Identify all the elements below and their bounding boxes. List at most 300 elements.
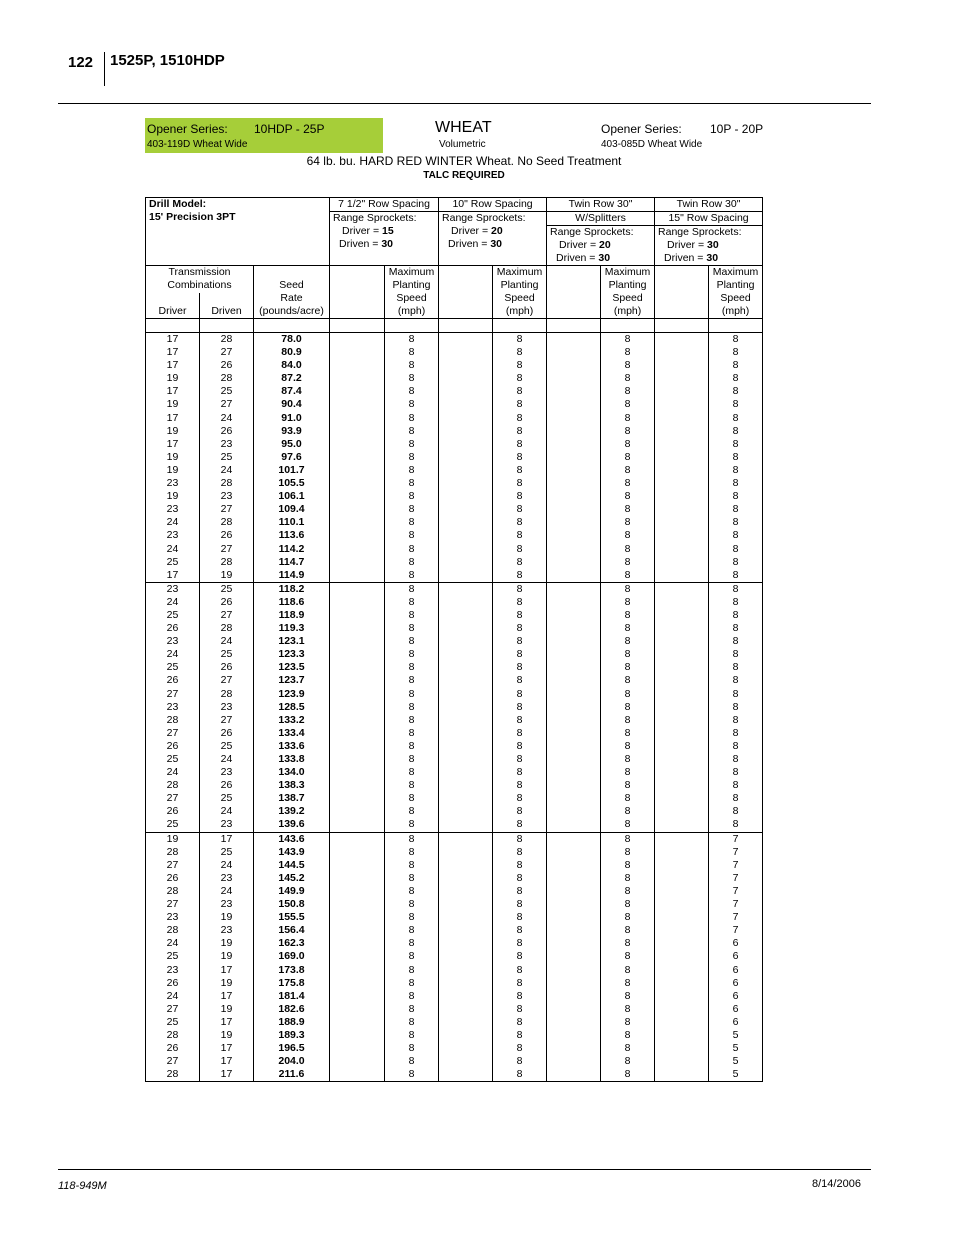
driven-label: Driven =	[448, 238, 491, 250]
driven-cell: 26	[200, 425, 254, 438]
driven-cell: 27	[200, 503, 254, 516]
speed-cell: 8	[385, 398, 439, 411]
blank-cell	[330, 766, 385, 779]
blank-cell	[547, 990, 601, 1003]
blank-cell	[655, 740, 709, 753]
seed-rate-cell: 90.4	[254, 398, 330, 411]
speed-cell: 8	[601, 529, 655, 542]
driver-cell: 28	[146, 846, 200, 859]
driver-cell: 24	[146, 766, 200, 779]
speed-cell: 8	[493, 1016, 547, 1029]
blank-cell	[655, 779, 709, 792]
speed-cell: 8	[493, 885, 547, 898]
spacer-cell	[439, 319, 493, 333]
speed-cell: 8	[601, 635, 655, 648]
seed-rate-cell: 123.1	[254, 635, 330, 648]
blank-cell	[547, 609, 601, 622]
table-row	[146, 661, 763, 674]
table-row	[146, 609, 763, 622]
range-label: Range Sprockets:	[333, 212, 417, 224]
blank-cell	[330, 451, 385, 464]
blank-cell	[655, 556, 709, 569]
speed-cell: 8	[493, 1068, 547, 1082]
seed-rate-cell: 169.0	[254, 950, 330, 963]
blank-cell	[655, 937, 709, 950]
speed-cell: 8	[709, 372, 763, 385]
table-row	[146, 1016, 763, 1029]
speed-cell: 8	[601, 1016, 655, 1029]
blank-cell	[330, 425, 385, 438]
transmission-label-1: Transmission	[168, 266, 231, 278]
driven-cell: 17	[200, 832, 254, 846]
speed-cell: 8	[709, 609, 763, 622]
driven-cell: 24	[200, 412, 254, 425]
seed-rate-table	[145, 197, 763, 1082]
speed-cell: 8	[385, 937, 439, 950]
seed-rate-cell: 84.0	[254, 359, 330, 372]
speed-cell: 8	[493, 635, 547, 648]
blank-cell	[655, 1042, 709, 1055]
speed-cell: 8	[493, 569, 547, 583]
seed-rate-cell: 95.0	[254, 438, 330, 451]
driven-cell: 19	[200, 911, 254, 924]
seed-rate-cell: 188.9	[254, 1016, 330, 1029]
blank-cell	[655, 372, 709, 385]
speed-cell: 8	[493, 727, 547, 740]
blank-cell	[439, 898, 493, 911]
driver-cell: 25	[146, 950, 200, 963]
blank-cell	[547, 674, 601, 687]
blank-cell	[330, 582, 385, 596]
blank-cell	[547, 372, 601, 385]
blank-cell	[330, 543, 385, 556]
blank-cell	[547, 898, 601, 911]
driven-cell: 27	[200, 346, 254, 359]
driven-cell: 27	[200, 543, 254, 556]
speed-cell: 7	[709, 911, 763, 924]
blank-cell	[439, 1016, 493, 1029]
seed-label-1: Seed	[279, 279, 304, 291]
table-row	[146, 740, 763, 753]
table-row	[146, 990, 763, 1003]
blank-cell	[547, 529, 601, 542]
blank-cell	[655, 346, 709, 359]
spacing-header-1: 7 1/2" Row Spacing	[330, 198, 439, 212]
blank-cell	[655, 977, 709, 990]
speed-cell: 8	[493, 596, 547, 609]
blank-cell	[655, 688, 709, 701]
blank-cell	[330, 937, 385, 950]
speed-cell: 8	[601, 582, 655, 596]
table-row	[146, 398, 763, 411]
table-row	[146, 569, 763, 583]
seed-rate-cell: 123.7	[254, 674, 330, 687]
driver-cell: 26	[146, 977, 200, 990]
speed-cell: 8	[709, 596, 763, 609]
seed-rate-cell: 118.9	[254, 609, 330, 622]
speed-cell: 8	[493, 701, 547, 714]
blank-cell	[330, 859, 385, 872]
blank-cell	[655, 1016, 709, 1029]
speed-cell: 8	[493, 451, 547, 464]
blank-cell	[547, 937, 601, 950]
blank-cell	[547, 964, 601, 977]
speed-cell: 6	[709, 1016, 763, 1029]
speed-cell: 8	[493, 648, 547, 661]
speed-cell: 7	[709, 832, 763, 846]
driver-cell: 17	[146, 438, 200, 451]
blank-cell	[655, 766, 709, 779]
blank-cell	[655, 333, 709, 347]
table-row	[146, 727, 763, 740]
driven-cell: 27	[200, 609, 254, 622]
blank-cell	[547, 543, 601, 556]
spacer-cell	[601, 319, 655, 333]
driven-cell: 17	[200, 990, 254, 1003]
speed-cell: 8	[709, 805, 763, 818]
table-row	[146, 503, 763, 516]
transmission-label-2: Combinations	[167, 279, 232, 291]
speed-cell: 8	[493, 950, 547, 963]
seed-rate-cell: 150.8	[254, 898, 330, 911]
speed-cell: 8	[385, 766, 439, 779]
spacing-header-4: Twin Row 30"	[655, 198, 763, 212]
driver-cell: 25	[146, 1016, 200, 1029]
speed-cell: 6	[709, 977, 763, 990]
header-divider	[104, 52, 105, 86]
range-sprockets-4	[655, 226, 763, 266]
seed-rate-cell: 113.6	[254, 529, 330, 542]
table-row	[146, 714, 763, 727]
blank-cell	[439, 859, 493, 872]
page-header	[0, 0, 954, 110]
speed-cell: 8	[601, 885, 655, 898]
speed-cell: 8	[601, 911, 655, 924]
speed-cell: 8	[493, 964, 547, 977]
driven-cell: 23	[200, 490, 254, 503]
blank-cell	[547, 859, 601, 872]
speed-cell: 8	[493, 543, 547, 556]
blank-cell	[655, 582, 709, 596]
driven-cell: 24	[200, 464, 254, 477]
speed-cell: 8	[493, 766, 547, 779]
driver-line	[658, 239, 759, 252]
driver-cell: 17	[146, 412, 200, 425]
table-body	[146, 333, 763, 1082]
blank-cell	[439, 766, 493, 779]
max-speed-label: Planting	[716, 279, 755, 291]
blank-cell	[439, 701, 493, 714]
table-row	[146, 1029, 763, 1042]
driver-cell: 23	[146, 582, 200, 596]
driver-line	[550, 239, 651, 252]
table-row	[146, 359, 763, 372]
seed-rate-cell: 133.4	[254, 727, 330, 740]
blank-cell	[655, 464, 709, 477]
speed-cell: 8	[385, 977, 439, 990]
seed-rate-cell: 106.1	[254, 490, 330, 503]
speed-cell: 8	[709, 766, 763, 779]
blank-cell	[547, 766, 601, 779]
driver-cell: 19	[146, 398, 200, 411]
blank-cell	[547, 648, 601, 661]
driven-cell: 25	[200, 451, 254, 464]
seed-rate-cell: 196.5	[254, 1042, 330, 1055]
blank-cell	[330, 1016, 385, 1029]
speed-cell: 8	[493, 372, 547, 385]
blank-cell	[547, 950, 601, 963]
spacing-header-3: Twin Row 30"	[547, 198, 655, 212]
speed-cell: 8	[709, 438, 763, 451]
speed-cell: 8	[493, 622, 547, 635]
driver-cell: 28	[146, 714, 200, 727]
blank-cell	[330, 727, 385, 740]
max-speed-label: Maximum	[604, 266, 651, 278]
speed-cell: 8	[385, 674, 439, 687]
speed-cell: 8	[385, 333, 439, 347]
blank-cell	[655, 451, 709, 464]
max-speed-header-4	[709, 266, 763, 319]
speed-cell: 8	[385, 477, 439, 490]
driven-cell: 23	[200, 898, 254, 911]
table-row	[146, 596, 763, 609]
blank-cell	[439, 648, 493, 661]
max-speed-label: Planting	[608, 279, 647, 291]
blank-cell	[655, 635, 709, 648]
speed-cell: 8	[709, 648, 763, 661]
blank-cell	[330, 569, 385, 583]
blank-cell	[330, 398, 385, 411]
blank-cell	[330, 1042, 385, 1055]
blank-cell	[439, 490, 493, 503]
driver-cell: 27	[146, 1055, 200, 1068]
speed-cell: 7	[709, 859, 763, 872]
blank-cell	[655, 543, 709, 556]
speed-cell: 8	[709, 543, 763, 556]
range-label: Range Sprockets:	[442, 212, 526, 224]
driven-cell: 27	[200, 674, 254, 687]
driven-cell: 17	[200, 1068, 254, 1082]
seed-rate-cell: 145.2	[254, 872, 330, 885]
speed-cell: 8	[385, 346, 439, 359]
range-sprockets-2	[439, 212, 547, 266]
seed-rate-cell: 101.7	[254, 464, 330, 477]
speed-cell: 8	[385, 714, 439, 727]
speed-cell: 8	[385, 1003, 439, 1016]
speed-cell: 8	[385, 990, 439, 1003]
blank-cell	[439, 398, 493, 411]
driver-line	[333, 225, 435, 238]
driven-cell: 28	[200, 372, 254, 385]
blank-cell	[655, 924, 709, 937]
blank-cell	[330, 701, 385, 714]
driver-cell: 28	[146, 1029, 200, 1042]
speed-cell: 8	[709, 516, 763, 529]
speed-cell: 8	[709, 490, 763, 503]
speed-cell: 8	[601, 1042, 655, 1055]
speed-cell: 8	[385, 516, 439, 529]
speed-cell: 8	[601, 556, 655, 569]
speed-cell: 8	[493, 346, 547, 359]
blank-cell	[655, 950, 709, 963]
speed-cell: 8	[709, 556, 763, 569]
table-row	[146, 1055, 763, 1068]
driver-cell: 17	[146, 333, 200, 347]
driven-cell: 24	[200, 753, 254, 766]
blank-cell	[330, 977, 385, 990]
speed-cell: 8	[709, 529, 763, 542]
seed-rate-cell: 97.6	[254, 451, 330, 464]
seed-rate-cell: 93.9	[254, 425, 330, 438]
driven-value: 30	[598, 252, 611, 264]
speed-cell: 8	[601, 766, 655, 779]
blank-cell	[439, 543, 493, 556]
speed-cell: 7	[709, 885, 763, 898]
blank-cell	[439, 753, 493, 766]
speed-cell: 8	[493, 792, 547, 805]
driver-cell: 26	[146, 674, 200, 687]
drill-model-label: Drill Model:	[149, 198, 207, 210]
driver-cell: 24	[146, 990, 200, 1003]
speed-cell: 8	[601, 937, 655, 950]
blank-cell	[330, 740, 385, 753]
driven-label: Driven =	[664, 252, 707, 264]
speed-cell: 8	[385, 622, 439, 635]
blank-cell	[439, 805, 493, 818]
speed-cell: 8	[493, 529, 547, 542]
seed-rate-cell: 139.2	[254, 805, 330, 818]
blank-cell	[330, 674, 385, 687]
blank-cell	[547, 622, 601, 635]
speed-cell: 8	[385, 964, 439, 977]
spacing-header-2: 10" Row Spacing	[439, 198, 547, 212]
speed-cell: 8	[709, 503, 763, 516]
blank-cell	[439, 372, 493, 385]
blank-cell	[547, 977, 601, 990]
driven-cell: 26	[200, 529, 254, 542]
driver-cell: 17	[146, 346, 200, 359]
driven-cell: 25	[200, 846, 254, 859]
blank-cell	[547, 805, 601, 818]
speed-cell: 8	[385, 898, 439, 911]
driven-cell: 26	[200, 359, 254, 372]
blank-cell	[655, 714, 709, 727]
blank-cell	[330, 1003, 385, 1016]
speed-cell: 8	[385, 490, 439, 503]
seed-rate-cell: 211.6	[254, 1068, 330, 1082]
speed-cell: 8	[601, 596, 655, 609]
speed-cell: 8	[709, 477, 763, 490]
table-row	[146, 779, 763, 792]
speed-cell: 8	[493, 688, 547, 701]
seed-rate-cell: 149.9	[254, 885, 330, 898]
driven-cell: 25	[200, 385, 254, 398]
blank-cell	[655, 622, 709, 635]
header-rule	[58, 103, 871, 104]
driver-cell: 25	[146, 753, 200, 766]
table-row	[146, 1003, 763, 1016]
blank-cell	[547, 503, 601, 516]
blank-cell	[547, 1016, 601, 1029]
driven-cell: 28	[200, 622, 254, 635]
speed-cell: 6	[709, 964, 763, 977]
speed-cell: 8	[709, 701, 763, 714]
speed-cell: 8	[709, 569, 763, 583]
speed-cell: 6	[709, 937, 763, 950]
talc-note: TALC REQUIRED	[423, 170, 505, 181]
blank-cell	[655, 516, 709, 529]
blank-cell	[439, 464, 493, 477]
driven-cell: 24	[200, 805, 254, 818]
seed-rate-cell: 133.2	[254, 714, 330, 727]
blank-cell	[547, 661, 601, 674]
blank-cell	[439, 977, 493, 990]
speed-cell: 8	[493, 872, 547, 885]
blank-header-cell	[655, 266, 709, 319]
speed-cell: 8	[709, 398, 763, 411]
blank-cell	[330, 412, 385, 425]
seed-rate-cell: 87.4	[254, 385, 330, 398]
driver-cell: 25	[146, 818, 200, 832]
blank-cell	[655, 529, 709, 542]
seed-rate-cell: 173.8	[254, 964, 330, 977]
blank-cell	[547, 556, 601, 569]
speed-cell: 8	[385, 556, 439, 569]
blank-cell	[439, 885, 493, 898]
speed-cell: 8	[385, 832, 439, 846]
speed-cell: 8	[493, 412, 547, 425]
table-row	[146, 648, 763, 661]
blank-cell	[547, 385, 601, 398]
table-row	[146, 964, 763, 977]
speed-cell: 8	[709, 359, 763, 372]
table-row	[146, 846, 763, 859]
speed-cell: 8	[385, 846, 439, 859]
driver-cell: 27	[146, 1003, 200, 1016]
speed-cell: 8	[709, 792, 763, 805]
blank-cell	[547, 464, 601, 477]
speed-cell: 8	[493, 333, 547, 347]
driven-cell: 23	[200, 818, 254, 832]
speed-cell: 8	[709, 385, 763, 398]
blank-cell	[439, 937, 493, 950]
driver-cell: 24	[146, 543, 200, 556]
blank-cell	[330, 885, 385, 898]
seed-rate-cell: 138.7	[254, 792, 330, 805]
seed-rate-cell: 109.4	[254, 503, 330, 516]
blank-cell	[439, 924, 493, 937]
driver-cell: 27	[146, 898, 200, 911]
blank-cell	[330, 924, 385, 937]
speed-cell: 8	[601, 451, 655, 464]
blank-cell	[439, 529, 493, 542]
max-speed-label: (mph)	[397, 305, 426, 317]
blank-cell	[655, 609, 709, 622]
blank-cell	[439, 950, 493, 963]
blank-cell	[547, 425, 601, 438]
speed-cell: 8	[493, 1042, 547, 1055]
driver-cell: 24	[146, 596, 200, 609]
driven-cell: 25	[200, 648, 254, 661]
speed-cell: 8	[493, 859, 547, 872]
seed-rate-cell: 162.3	[254, 937, 330, 950]
max-speed-label: (mph)	[613, 305, 642, 317]
speed-cell: 8	[601, 385, 655, 398]
table-row	[146, 490, 763, 503]
driver-cell: 24	[146, 648, 200, 661]
blank-cell	[439, 779, 493, 792]
blank-cell	[330, 477, 385, 490]
